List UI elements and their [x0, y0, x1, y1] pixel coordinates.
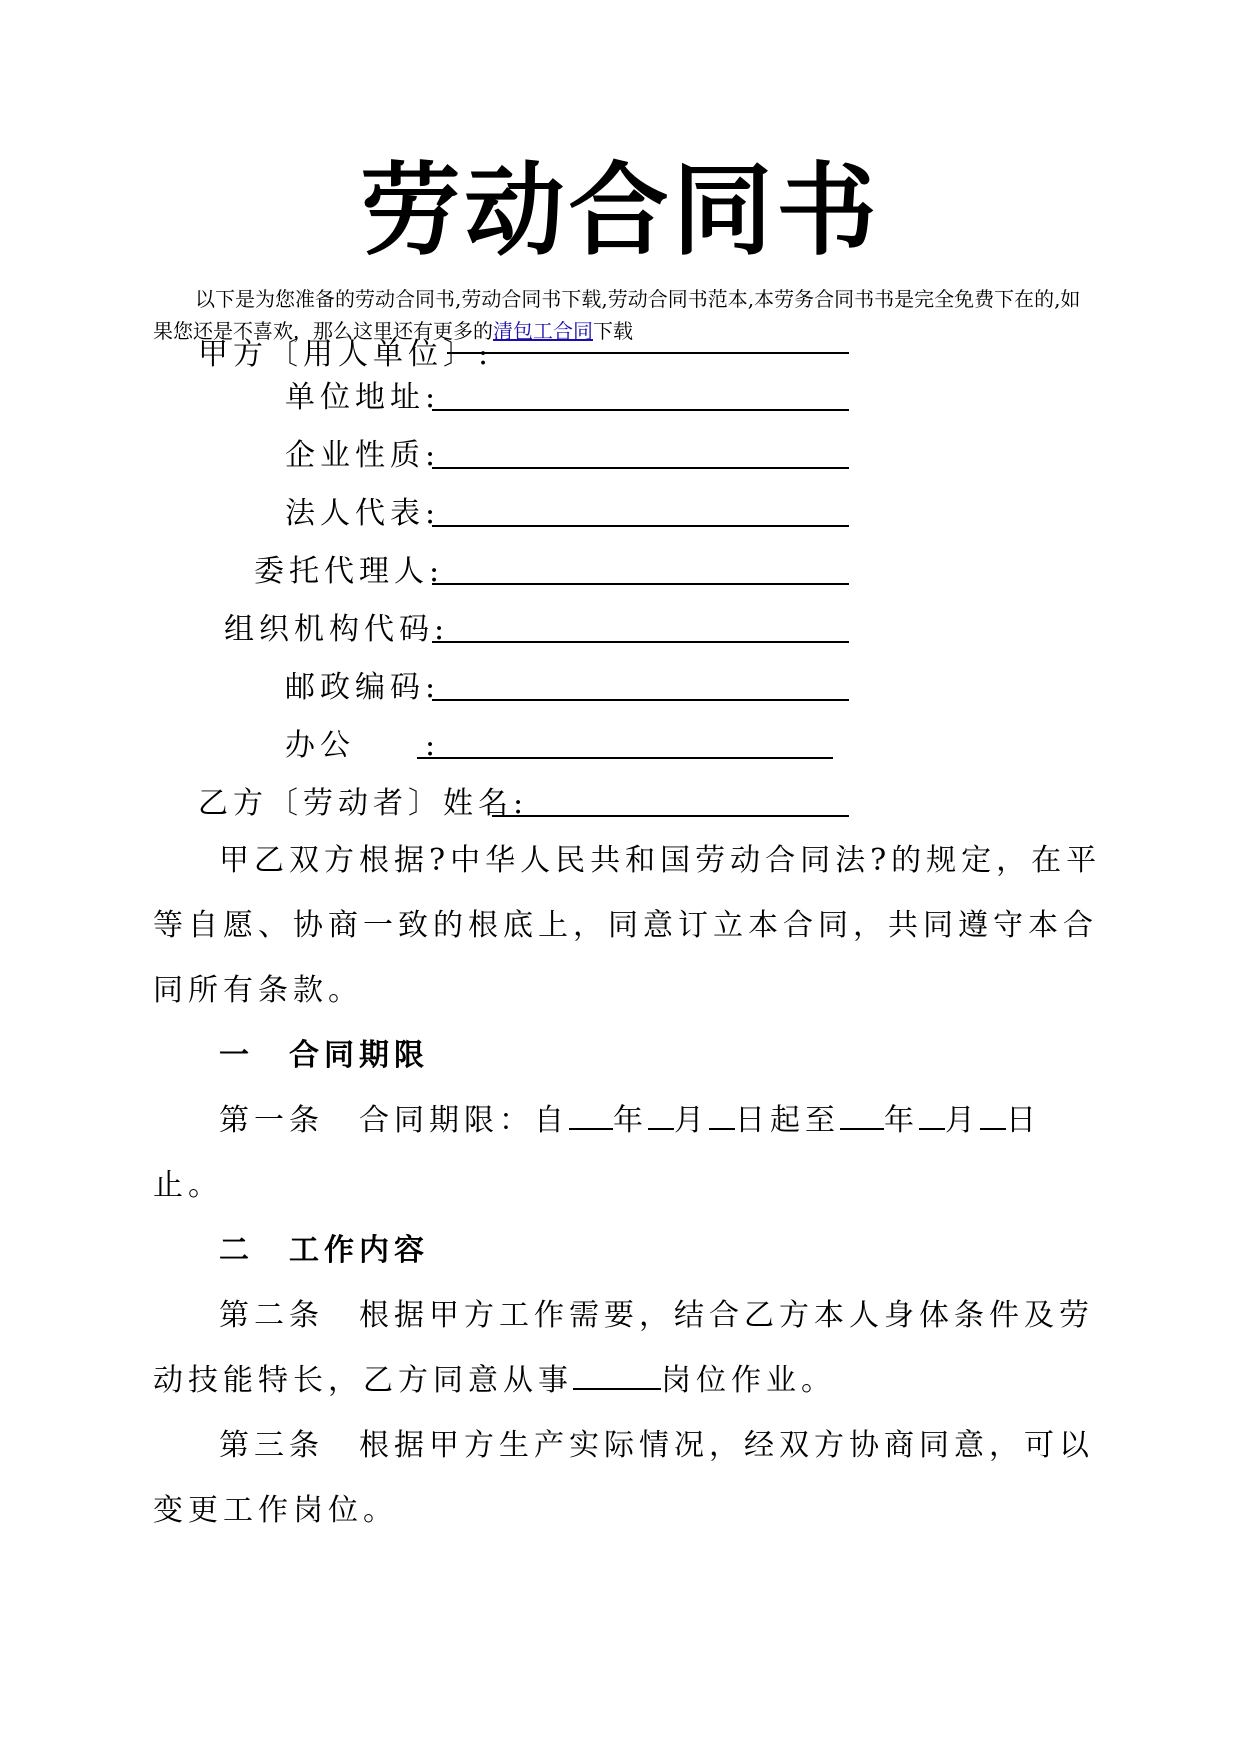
article-3: 第三条 根据甲方生产实际情况，经双方协商同意，可以变更工作岗位。	[153, 1428, 1094, 1528]
article-2-text: 第二条 根据甲方工作需要，结合乙方本人身体条件及劳动技能特长，乙方同意从事	[153, 1298, 1094, 1398]
field-label-employer: 甲方〔用人单位〕:	[198, 337, 494, 372]
section-heading-work: 二 工作内容	[219, 1233, 429, 1268]
article-1	[153, 1088, 1103, 1218]
field-label-office: 办公 :	[285, 728, 441, 763]
blank-end-year[interactable]	[840, 1100, 884, 1130]
blank-start-month[interactable]	[648, 1100, 674, 1130]
intro-text: 以下是为您准备的劳动合同书,劳动合同书下载,劳动合同书范本,本劳务合同书书是完全免费下在的,如果您还是不喜欢，那么这里还有更多的	[153, 287, 1081, 343]
field-line-postcode[interactable]	[432, 699, 849, 701]
blank-start-day[interactable]	[709, 1100, 735, 1130]
blank-end-day[interactable]	[980, 1100, 1006, 1130]
article-1-day2-label: 日止。	[153, 1103, 1041, 1203]
field-line-office[interactable]	[417, 757, 833, 759]
field-line-org-code[interactable]	[432, 641, 849, 643]
field-label-employee-name: 乙方〔劳动者〕姓名:	[198, 786, 529, 821]
preamble-paragraph: 甲乙双方根据?中华人民共和国劳动合同法?的规定，在平等自愿、协商一致的根底上，同意订立本合同，共同遵守本合同所有条款。	[153, 843, 1102, 1008]
field-label-legal-rep: 法人代表:	[285, 496, 441, 531]
field-line-company-type[interactable]	[432, 467, 849, 469]
field-line-legal-rep[interactable]	[432, 525, 849, 527]
article-1-year2-label: 年	[884, 1103, 919, 1138]
blank-job-position[interactable]	[573, 1360, 661, 1390]
field-line-employer[interactable]	[447, 352, 849, 354]
article-1-lead: 第一条 合同期限：自	[219, 1103, 569, 1138]
intro-text-end: 下载	[593, 319, 633, 343]
field-label-postcode: 邮政编码:	[285, 670, 441, 705]
section-heading-term: 一 合同期限	[219, 1038, 429, 1073]
article-2-text-end: 岗位作业。	[661, 1363, 836, 1398]
field-line-agent[interactable]	[432, 583, 849, 585]
field-label-company-type: 企业性质:	[285, 438, 441, 473]
contract-body	[153, 828, 1103, 1543]
field-label-address: 单位地址:	[285, 380, 441, 415]
field-label-org-code: 组织机构代码:	[224, 612, 450, 647]
related-contract-link[interactable]: 清包工合同	[493, 319, 593, 343]
article-1-day-label: 日起至	[735, 1103, 840, 1138]
article-1-year-label: 年	[613, 1103, 648, 1138]
field-label-agent: 委托代理人:	[254, 554, 445, 589]
blank-start-year[interactable]	[569, 1100, 613, 1130]
blank-end-month[interactable]	[919, 1100, 945, 1130]
document-title: 劳动合同书	[360, 151, 881, 269]
article-1-month2-label: 月	[945, 1103, 980, 1138]
field-line-address[interactable]	[432, 409, 849, 411]
article-1-month-label: 月	[674, 1103, 709, 1138]
field-line-employee-name[interactable]	[492, 815, 849, 817]
article-2	[153, 1283, 1103, 1413]
